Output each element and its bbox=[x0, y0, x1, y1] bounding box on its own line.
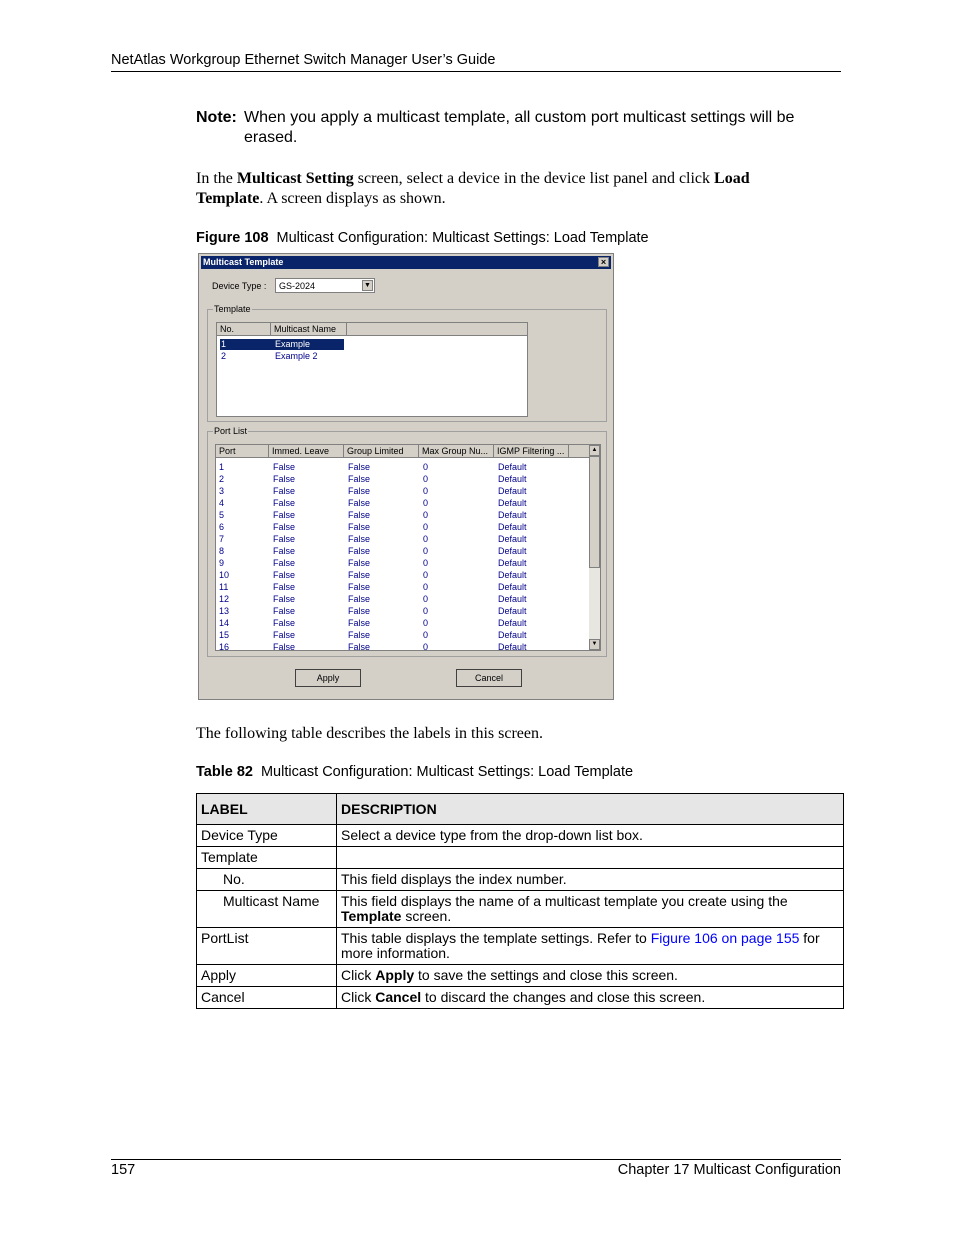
port-cell-group-limited[interactable]: False bbox=[348, 618, 371, 628]
table-row bbox=[197, 891, 844, 928]
port-cell-igmp-filtering[interactable]: Default bbox=[498, 486, 527, 496]
intro-text-1: In the bbox=[196, 170, 237, 187]
port-cell-port[interactable]: 10 bbox=[219, 570, 230, 580]
port-cell-port[interactable]: 7 bbox=[219, 534, 225, 544]
desc-bold: Cancel bbox=[375, 989, 422, 1005]
figure-caption bbox=[196, 230, 649, 246]
port-cell-igmp-filtering[interactable]: Default bbox=[498, 642, 527, 651]
table-caption bbox=[196, 764, 633, 780]
figure-caption-text: Multicast Configuration: Multicast Settings: Load Template bbox=[276, 230, 649, 246]
port-list-scrollbar[interactable] bbox=[589, 445, 600, 650]
table-row bbox=[197, 928, 844, 965]
port-cell-group-limited[interactable]: False bbox=[348, 462, 371, 472]
table-row bbox=[197, 847, 844, 869]
port-cell-igmp-filtering[interactable]: Default bbox=[498, 594, 527, 604]
port-cell-max-group[interactable]: 0 bbox=[423, 642, 429, 651]
intro-text-3: . A screen displays as shown. bbox=[259, 190, 446, 207]
template-row-no: 1 bbox=[221, 339, 227, 349]
port-cell-group-limited[interactable]: False bbox=[348, 486, 371, 496]
port-cell-group-limited[interactable]: False bbox=[348, 510, 371, 520]
port-cell-group-limited[interactable]: False bbox=[348, 534, 371, 544]
port-cell-max-group[interactable]: 0 bbox=[423, 546, 429, 556]
desc-bold: Apply bbox=[375, 967, 415, 983]
row-description bbox=[337, 891, 844, 928]
port-cell-port[interactable]: 5 bbox=[219, 510, 225, 520]
port-cell-immed-leave[interactable]: False bbox=[273, 630, 296, 640]
port-cell-immed-leave[interactable]: False bbox=[273, 642, 296, 651]
port-cell-max-group[interactable]: 0 bbox=[423, 498, 429, 508]
port-cell-immed-leave[interactable]: False bbox=[273, 570, 296, 580]
template-group bbox=[207, 304, 607, 422]
row-label: Template bbox=[197, 847, 337, 869]
row-description bbox=[337, 847, 844, 869]
device-type-value: GS-2024 bbox=[279, 281, 316, 291]
row-label: PortList bbox=[197, 928, 337, 965]
port-cell-igmp-filtering[interactable]: Default bbox=[498, 534, 527, 544]
row-description bbox=[337, 928, 844, 965]
port-cell-immed-leave[interactable]: False bbox=[273, 510, 296, 520]
table-caption-text: Multicast Configuration: Multicast Settings: Load Template bbox=[260, 764, 634, 780]
desc-text: screen. bbox=[401, 908, 452, 924]
device-type-label: Device Type : bbox=[212, 281, 267, 291]
port-cell-igmp-filtering[interactable]: Default bbox=[498, 474, 527, 484]
port-cell-group-limited[interactable]: False bbox=[348, 570, 371, 580]
port-cell-igmp-filtering[interactable]: Default bbox=[498, 570, 527, 580]
port-cell-igmp-filtering[interactable]: Default bbox=[498, 522, 527, 532]
port-cell-group-limited[interactable]: False bbox=[348, 606, 371, 616]
port-cell-igmp-filtering[interactable]: Default bbox=[498, 630, 527, 640]
port-cell-group-limited[interactable]: False bbox=[348, 582, 371, 592]
col-label: LABEL bbox=[197, 794, 337, 825]
chapter-title: Chapter 17 Multicast Configuration bbox=[617, 1162, 841, 1178]
template-col-name[interactable]: Multicast Name bbox=[271, 323, 347, 336]
port-col-filler bbox=[569, 445, 591, 458]
port-cell-group-limited[interactable]: False bbox=[348, 558, 371, 568]
port-cell-port[interactable]: 13 bbox=[219, 606, 230, 616]
port-cell-max-group[interactable]: 0 bbox=[423, 582, 429, 592]
row-description: Select a device type from the drop-down list box. bbox=[337, 825, 844, 847]
table-row bbox=[197, 825, 844, 847]
port-col-max-group[interactable]: Max Group Nu... bbox=[419, 445, 494, 458]
intro-bold-1: Multicast Setting bbox=[236, 170, 354, 187]
port-cell-max-group[interactable]: 0 bbox=[423, 486, 429, 496]
template-col-filler bbox=[347, 323, 528, 336]
apply-button[interactable]: Apply bbox=[295, 669, 361, 687]
port-cell-immed-leave[interactable]: False bbox=[273, 474, 296, 484]
port-cell-igmp-filtering[interactable]: Default bbox=[498, 510, 527, 520]
port-cell-port[interactable]: 9 bbox=[219, 558, 225, 568]
port-cell-max-group[interactable]: 0 bbox=[423, 474, 429, 484]
dialog-title: Multicast Template bbox=[203, 257, 284, 267]
port-cell-immed-leave[interactable]: False bbox=[273, 558, 296, 568]
port-cell-igmp-filtering[interactable]: Default bbox=[498, 558, 527, 568]
port-list-group-title: Port List bbox=[214, 426, 248, 436]
port-list-group bbox=[207, 426, 607, 657]
scroll-up-icon[interactable]: ▲ bbox=[589, 445, 600, 456]
port-list[interactable] bbox=[215, 444, 601, 651]
port-cell-port[interactable]: 3 bbox=[219, 486, 225, 496]
port-cell-port[interactable]: 12 bbox=[219, 594, 230, 604]
port-col-group-limited[interactable]: Group Limited bbox=[344, 445, 419, 458]
dialog-titlebar bbox=[201, 256, 611, 269]
desc-text: to save the settings and close this screen. bbox=[414, 967, 678, 983]
label-description-table bbox=[196, 793, 844, 1009]
port-cell-max-group[interactable]: 0 bbox=[423, 534, 429, 544]
intro-paragraph bbox=[196, 169, 816, 209]
table-header-row bbox=[197, 794, 844, 825]
port-cell-immed-leave[interactable]: False bbox=[273, 618, 296, 628]
table-label: Table 82 bbox=[196, 764, 253, 780]
port-cell-max-group[interactable]: 0 bbox=[423, 606, 429, 616]
port-cell-immed-leave[interactable]: False bbox=[273, 546, 296, 556]
chevron-down-icon[interactable]: ▼ bbox=[362, 280, 373, 291]
port-cell-immed-leave[interactable]: False bbox=[273, 582, 296, 592]
port-cell-max-group[interactable]: 0 bbox=[423, 558, 429, 568]
port-cell-immed-leave[interactable]: False bbox=[273, 486, 296, 496]
page-number: 157 bbox=[111, 1162, 136, 1178]
port-cell-igmp-filtering[interactable]: Default bbox=[498, 498, 527, 508]
port-col-immed-leave[interactable]: Immed. Leave bbox=[269, 445, 344, 458]
port-cell-group-limited[interactable]: False bbox=[348, 498, 371, 508]
port-cell-max-group[interactable]: 0 bbox=[423, 462, 429, 472]
port-cell-port[interactable]: 11 bbox=[219, 582, 229, 592]
note-text: When you apply a multicast template, all custom port multicast settings will be erased. bbox=[244, 109, 795, 146]
template-col-no[interactable]: No. bbox=[217, 323, 271, 336]
intro-text-2: screen, select a device in the device list panel and click bbox=[353, 170, 715, 187]
port-cell-max-group[interactable]: 0 bbox=[423, 594, 429, 604]
port-cell-max-group[interactable]: 0 bbox=[423, 618, 429, 628]
desc-text: This table displays the template settings. Refer to bbox=[341, 930, 651, 946]
close-icon[interactable]: × bbox=[598, 257, 609, 267]
row-label: No. bbox=[197, 869, 337, 891]
port-cell-group-limited[interactable]: False bbox=[348, 594, 371, 604]
desc-text: This field displays the name of a multicast template you create using the bbox=[341, 893, 788, 909]
row-description: This field displays the index number. bbox=[337, 869, 844, 891]
port-cell-immed-leave[interactable]: False bbox=[273, 522, 296, 532]
desc-text: to discard the changes and close this screen. bbox=[421, 989, 706, 1005]
figure-label: Figure 108 bbox=[196, 230, 269, 246]
header-rule bbox=[111, 71, 841, 72]
template-row-no[interactable]: 2 bbox=[221, 351, 227, 361]
col-description: DESCRIPTION bbox=[337, 794, 844, 825]
port-cell-port[interactable]: 4 bbox=[219, 498, 225, 508]
port-cell-igmp-filtering[interactable]: Default bbox=[498, 582, 527, 592]
port-cell-group-limited[interactable]: False bbox=[348, 522, 371, 532]
figure-reference-link[interactable]: Figure 106 on page 155 bbox=[650, 930, 800, 946]
desc-text: Click bbox=[341, 967, 376, 983]
port-cell-max-group[interactable]: 0 bbox=[423, 510, 429, 520]
port-cell-igmp-filtering[interactable]: Default bbox=[498, 606, 527, 616]
port-cell-group-limited[interactable]: False bbox=[348, 546, 371, 556]
cancel-button[interactable]: Cancel bbox=[456, 669, 522, 687]
table-row bbox=[197, 987, 844, 1009]
port-cell-igmp-filtering[interactable]: Default bbox=[498, 546, 527, 556]
port-cell-group-limited[interactable]: False bbox=[348, 642, 371, 651]
row-description bbox=[337, 965, 844, 987]
port-cell-group-limited[interactable]: False bbox=[348, 474, 371, 484]
port-cell-immed-leave[interactable]: False bbox=[273, 534, 296, 544]
port-cell-max-group[interactable]: 0 bbox=[423, 630, 429, 640]
port-cell-immed-leave[interactable]: False bbox=[273, 462, 296, 472]
template-list[interactable] bbox=[216, 322, 528, 417]
desc-bold: Template bbox=[341, 908, 402, 924]
port-cell-port[interactable]: 15 bbox=[219, 630, 230, 640]
port-cell-group-limited[interactable]: False bbox=[348, 630, 371, 640]
port-cell-port[interactable]: 6 bbox=[219, 522, 225, 532]
footer-rule bbox=[111, 1159, 841, 1160]
row-label: Apply bbox=[197, 965, 337, 987]
row-label: Cancel bbox=[197, 987, 337, 1009]
port-col-port[interactable]: Port bbox=[216, 445, 269, 458]
port-cell-igmp-filtering[interactable]: Default bbox=[498, 462, 527, 472]
port-cell-port[interactable]: 1 bbox=[219, 462, 225, 472]
row-label: Device Type bbox=[197, 825, 337, 847]
desc-text: for more information. bbox=[341, 930, 820, 961]
table-intro: The following table describes the labels in this screen. bbox=[196, 725, 544, 742]
multicast-template-dialog bbox=[198, 253, 614, 700]
desc-text: Click bbox=[341, 989, 376, 1005]
port-cell-max-group[interactable]: 0 bbox=[423, 570, 429, 580]
template-row-name[interactable]: Example 2 bbox=[275, 351, 318, 361]
table-row bbox=[197, 869, 844, 891]
device-type-dropdown[interactable] bbox=[275, 278, 375, 293]
note-label: Note: bbox=[196, 109, 237, 126]
scroll-thumb[interactable] bbox=[589, 456, 600, 568]
port-col-igmp-filtering[interactable]: IGMP Filtering ... bbox=[494, 445, 569, 458]
scroll-down-icon[interactable]: ▼ bbox=[589, 639, 600, 650]
template-row-name: Example bbox=[275, 339, 311, 349]
template-group-title: Template bbox=[214, 304, 251, 314]
port-cell-immed-leave[interactable]: False bbox=[273, 498, 296, 508]
port-cell-port[interactable]: 16 bbox=[219, 642, 230, 651]
row-description bbox=[337, 987, 844, 1009]
row-label: Multicast Name bbox=[197, 891, 337, 928]
port-cell-max-group[interactable]: 0 bbox=[423, 522, 429, 532]
port-cell-immed-leave[interactable]: False bbox=[273, 594, 296, 604]
port-cell-immed-leave[interactable]: False bbox=[273, 606, 296, 616]
running-header: NetAtlas Workgroup Ethernet Switch Manager User’s Guide bbox=[111, 52, 496, 68]
port-cell-port[interactable]: 2 bbox=[219, 474, 225, 484]
port-cell-port[interactable]: 8 bbox=[219, 546, 225, 556]
port-cell-port[interactable]: 14 bbox=[219, 618, 230, 628]
intro-bold-2: Load Template bbox=[196, 170, 750, 207]
port-cell-igmp-filtering[interactable]: Default bbox=[498, 618, 527, 628]
table-row bbox=[197, 965, 844, 987]
